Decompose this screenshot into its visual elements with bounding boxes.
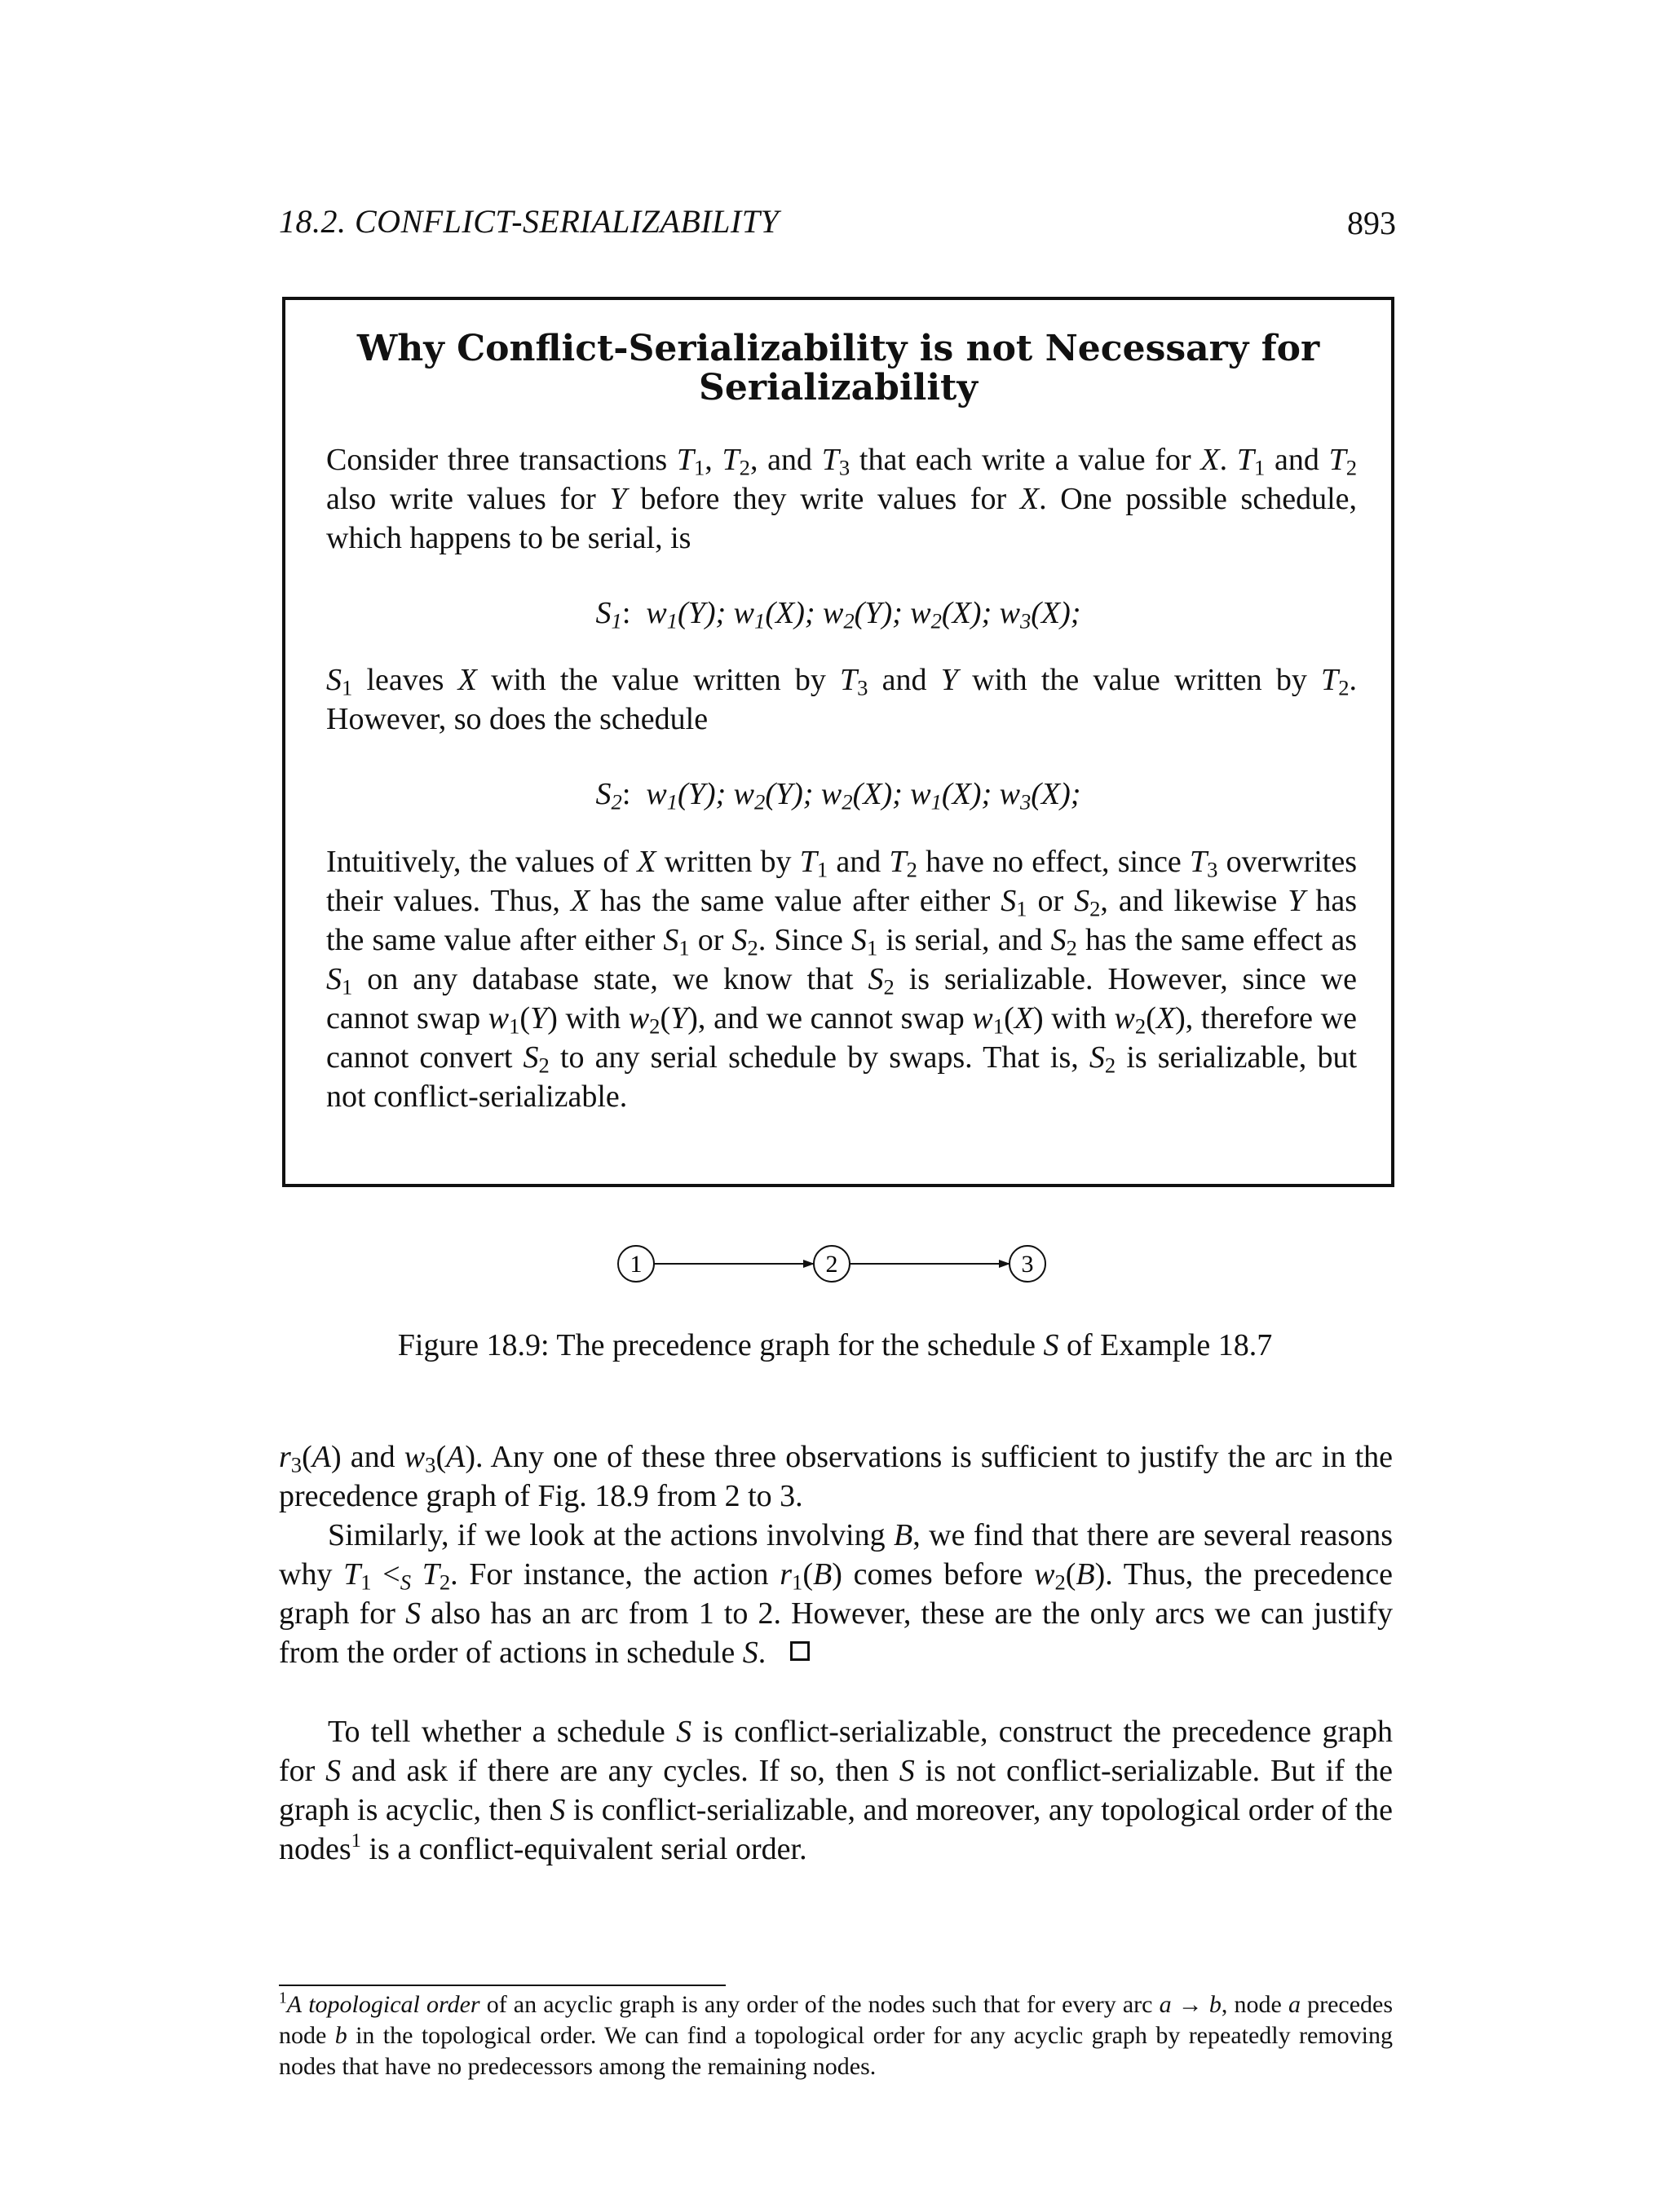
schedule-s1-actions: $w_1(Y)$; $w_1(X)$; $w_2(Y)$; $w_2(X)$; $w_3(X)$; [646,596,1081,634]
schedule-s1: $S_1$: $w_1(Y)$; $w_1(X)$; $w_2(Y)$; $w_2(X)$; $w_3(X)$; [595,596,1081,634]
body-paragraph-2-text: Similarly, if we look at the actions involving B, we find that there are several reasons why $T_1 <_S$ $T_2$. For instance, the action $r_1(B)$ comes before $w_2(B)$. Thus, the precedence graph for S also has an arc from 1 to 2. However, these are the only arcs we can justify from the order of actions in schedule S. [279,1518,1393,1670]
schedule-s2-label: $S_2$ [595,777,622,815]
running-header: 18.2. CONFLICT-SERIALIZABILITY [279,203,780,240]
body-paragraph-3: To tell whether a schedule S is conflict-serializable, construct the precedence graph for S and ask if there are any cycles. If so, then S is not conflict-serializable. But if the graph is acyclic, then S is conflict-serializable, and moreover, any topological order of the nodes$^1$ is a conflict-equivalent serial order. [279,1715,1394,1866]
figure-caption: Figure 18.9: The precedence graph for the schedule S of Example 18.7 [397,1328,1273,1362]
footnote-text: A topological order of an acyclic graph is any order of the nodes such that for every arc a → b, node a precedes node b in the topological order. We can find a topological order for any acyclic graph by repeatedly removing nodes that have no predecessors among the remaining nodes. [279,1991,1394,2080]
box-title-line1: Why Conflict-Serializability is not Necessary for [356,328,1320,369]
box-title-line2: Serializability [699,367,978,408]
footnote-rule [279,1985,726,1986]
page-number: 893 [1347,205,1396,241]
precedence-graph [612,1223,1068,1305]
box-paragraph-3: Intuitively, the values of X written by $T_1$ and $T_2$ have no effect, since $T_3$ overwrites their values. Thus, X has the same value after either $S_1$ or $S_2$, and likewise Y has the same value after either $S_1$ or $S_2$. Since $S_1$ is serial, and $S_2$ has the same effect as $S_1$ on any database state, we know that $S_2$ is serializable. However, since we cannot swap $w_1(Y)$ with $w_2(Y)$, and we cannot swap $w_1(X)$ with $w_2(X)$, therefore we cannot convert $S_2$ to any serial schedule by swaps. That is, $S_2$ is serializable, but not conflict-serializable. [326,845,1358,1114]
schedule-s2: $S_2$: $w_1(Y)$; $w_2(Y)$; $w_2(X)$; $w_1(X)$; $w_3(X)$; [595,777,1081,815]
box-title [285,329,1391,408]
sidebar-box [282,297,1394,1187]
schedule-s1-label: $S_1$ [595,596,622,634]
box-paragraph-1: Consider three transactions $T_1$, $T_2$, and $T_3$ that each write a value for X. $T_1$ and $T_2$ also write values for Y before they write values for X. One possible schedule, which happens to be serial, is [326,443,1358,555]
footnote-marker: 1 [279,1989,287,2007]
body-paragraph-1: $r_3(A)$ and $w_3(A)$. Any one of these three observations is sufficient to justify the arc in the precedence graph of Fig. 18.9 from 2 to 3. [279,1440,1394,1513]
end-of-proof-icon [790,1641,810,1661]
schedule-s2-actions: $w_1(Y)$; $w_2(Y)$; $w_2(X)$; $w_1(X)$; $w_3(X)$; [646,777,1081,815]
graph-node-label-1: 1 [630,1251,643,1278]
footnote [279,1989,1393,2082]
body-paragraph-2 [279,1516,1393,1672]
graph-node-label-2: 2 [825,1251,838,1278]
box-paragraph-2: $S_1$ leaves X with the value written by $T_3$ and Y with the value written by $T_2$. However, so does the schedule [326,663,1357,736]
graph-node-label-3: 3 [1021,1251,1034,1278]
